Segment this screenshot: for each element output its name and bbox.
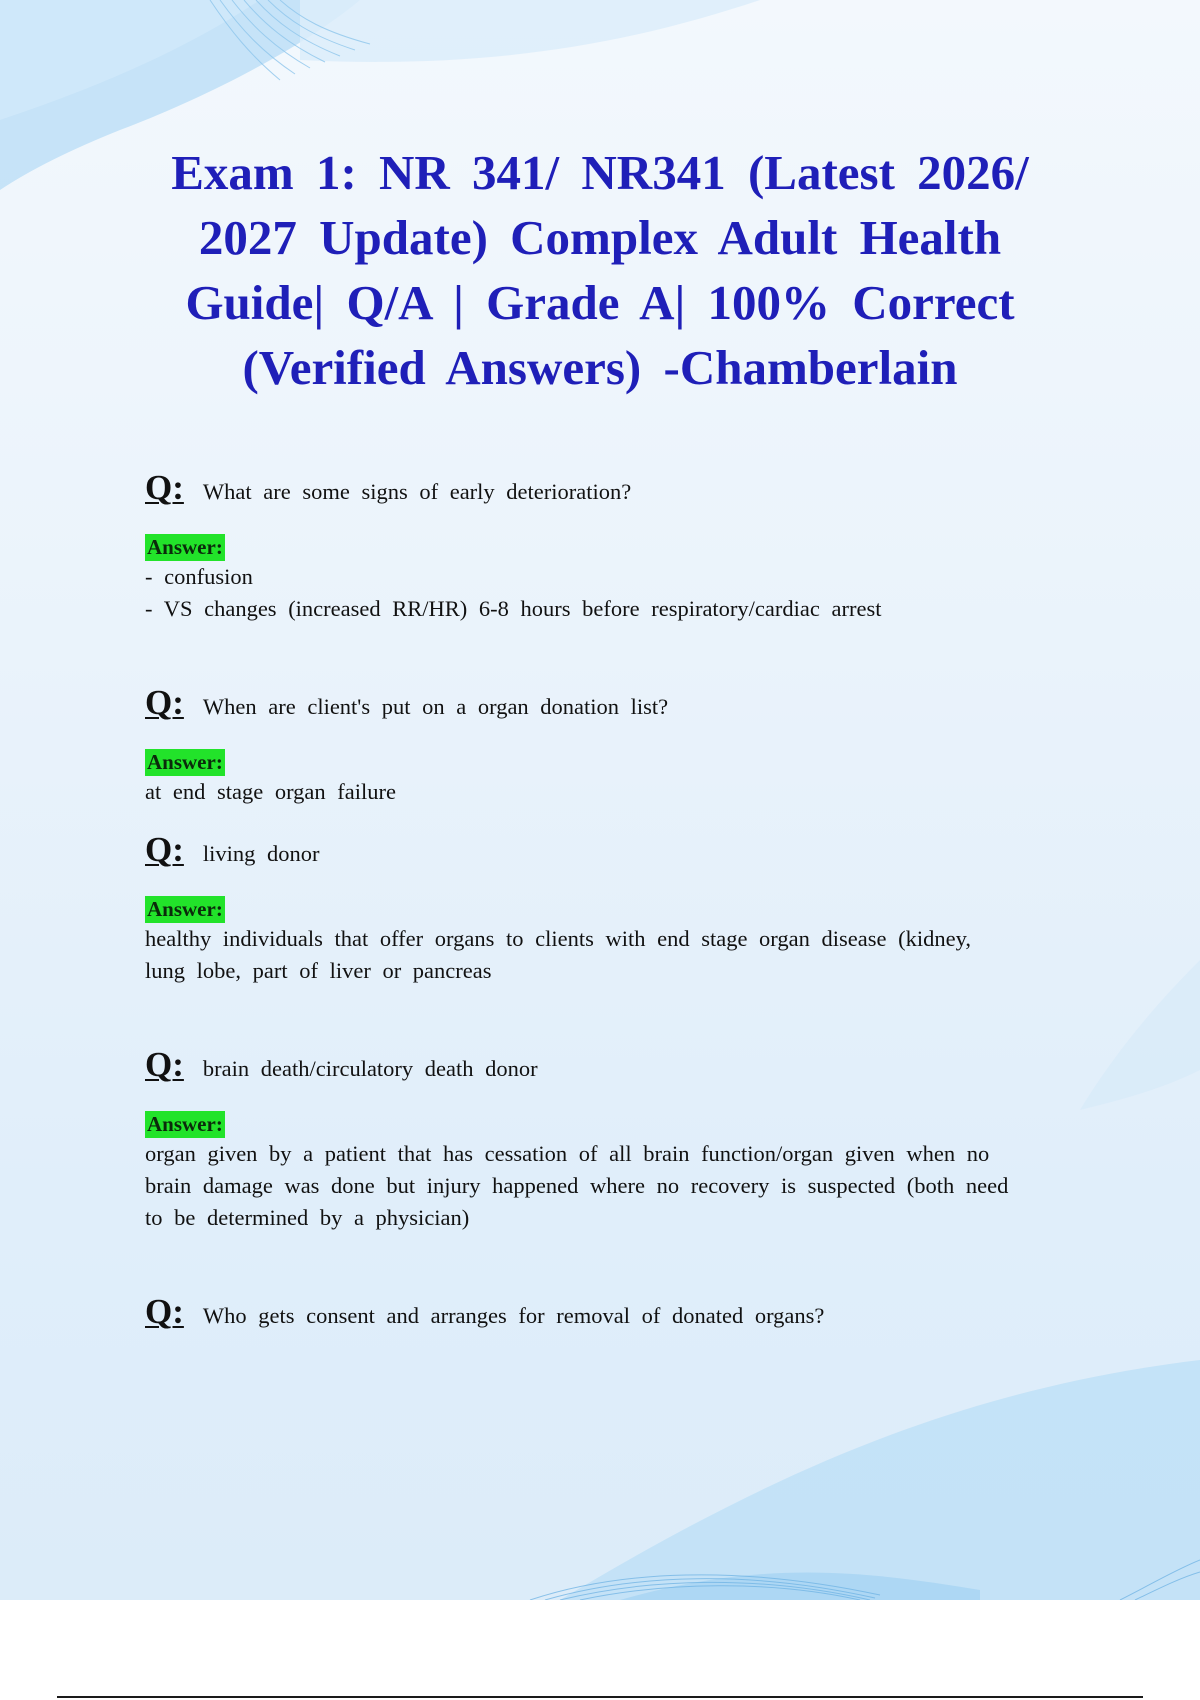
question-text: brain death/circulatory death donor	[202, 1056, 538, 1081]
answer-text	[145, 923, 1080, 987]
qa-list	[145, 468, 1080, 1336]
answer-line: healthy individuals that offer organs to clients with end stage organ disease (kidney,	[145, 926, 971, 951]
question-text: Who gets consent and arranges for removal of donated organs?	[202, 1303, 825, 1328]
question-marker: Q:	[145, 468, 184, 507]
footer-rule	[57, 1696, 1143, 1698]
question-text: When are client's put on a organ donation list?	[202, 694, 669, 719]
qa-item	[145, 1045, 1080, 1234]
answer-line: at end stage organ failure	[145, 779, 396, 804]
answer-line: lung lobe, part of liver or pancreas	[145, 958, 492, 983]
bottom-right-wave	[560, 1360, 1200, 1600]
question	[145, 683, 1080, 727]
answer-text	[145, 1138, 1080, 1234]
answer-line: - confusion	[145, 564, 253, 589]
answer-line: to be determined by a physician)	[145, 1205, 470, 1230]
qa-item	[145, 1292, 1080, 1336]
question-marker: Q:	[145, 830, 184, 869]
qa-item	[145, 468, 1080, 625]
answer-line: brain damage was done but injury happened where no recovery is suspected (both need	[145, 1173, 1009, 1198]
answer-label: Answer:	[147, 750, 223, 774]
question-marker: Q:	[145, 683, 184, 722]
question-marker: Q:	[145, 1045, 184, 1084]
answer-text	[145, 776, 1080, 808]
answer-line: - VS changes (increased RR/HR) 6-8 hours before respiratory/cardiac arrest	[145, 596, 882, 621]
answer-label: Answer:	[147, 1112, 223, 1136]
answer-line: organ given by a patient that has cessation of all brain function/organ given when no	[145, 1141, 990, 1166]
answer-label: Answer:	[147, 897, 223, 921]
question	[145, 830, 1080, 874]
top-light-wave	[300, 0, 760, 62]
qa-item	[145, 683, 1080, 808]
question	[145, 1045, 1080, 1089]
question-text: What are some signs of early deterioration?	[202, 479, 632, 504]
answer-text	[145, 561, 1080, 625]
answer-label: Answer:	[147, 535, 223, 559]
question	[145, 1292, 1080, 1336]
right-wave	[1080, 960, 1200, 1110]
question	[145, 468, 1080, 512]
question-text: living donor	[202, 841, 320, 866]
document-title: Exam 1: NR 341/ NR341 (Latest 2026/ 2027 Update) Complex Adult Health Guide| Q/A | Grade A| 100% Correct (Verified Answers) -Chamberlain	[171, 145, 1029, 395]
qa-item	[145, 830, 1080, 987]
question-marker: Q:	[145, 1292, 184, 1331]
